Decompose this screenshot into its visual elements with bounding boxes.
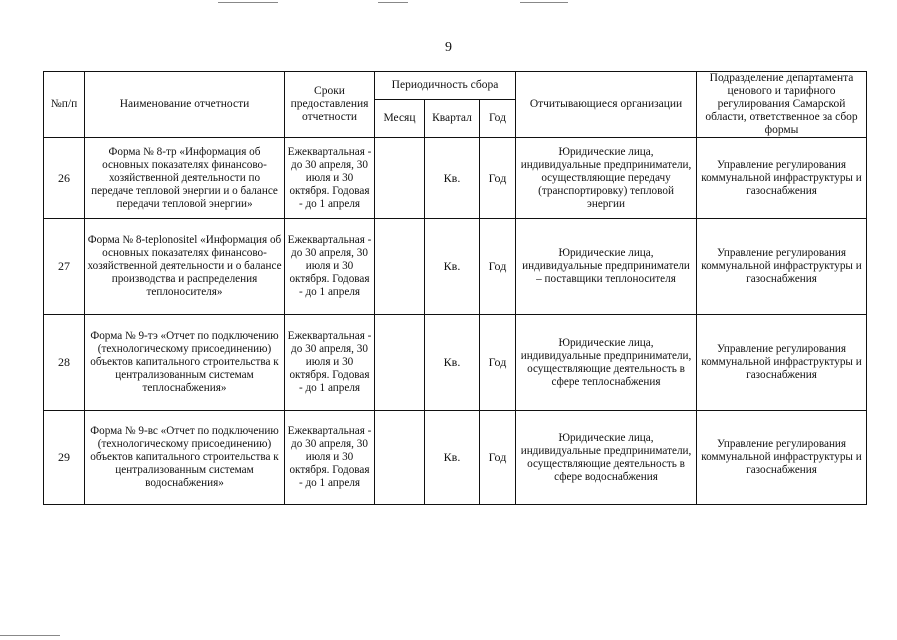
table-row (44, 315, 867, 411)
row-dept: Управление регулирования коммунальной инфраструктуры и газоснабжения (697, 219, 867, 315)
header-dept: Подразделение департамента ценового и тарифного регулирования Самарской области, ответственное за сбор формы (697, 72, 867, 138)
row-dept: Управление регулирования коммунальной инфраструктуры и газоснабжения (697, 411, 867, 505)
row-deadline: Ежеквартальная - до 30 апреля, 30 июля и 30 октября. Годовая - до 1 апреля (285, 411, 375, 505)
row-quarter: Кв. (425, 138, 480, 219)
row-name: Форма № 8-teplonositel «Информация об основных показателях финансово-хозяйственной деятельности и о балансе производства и распределения теплоносителя» (85, 219, 285, 315)
scan-artifact (0, 635, 60, 636)
row-orgs: Юридические лица, индивидуальные предприниматели – поставщики теплоносителя (516, 219, 697, 315)
row-name: Форма № 9-тэ «Отчет по подключению (технологическому присоединению) объектов капитального строительства к централизованным системам теплоснабжения» (85, 315, 285, 411)
row-deadline: Ежеквартальная - до 30 апреля, 30 июля и 30 октября. Годовая - до 1 апреля (285, 315, 375, 411)
row-quarter: Кв. (425, 219, 480, 315)
row-quarter: Кв. (425, 411, 480, 505)
row-deadline: Ежеквартальная - до 30 апреля, 30 июля и 30 октября. Годовая - до 1 апреля (285, 219, 375, 315)
scan-artifact (378, 2, 408, 3)
row-quarter: Кв. (425, 315, 480, 411)
row-dept: Управление регулирования коммунальной инфраструктуры и газоснабжения (697, 138, 867, 219)
row-year: Год (480, 411, 516, 505)
row-orgs: Юридические лица, индивидуальные предприниматели, осуществляющие деятельность в сфере водоснабжения (516, 411, 697, 505)
header-year: Год (480, 100, 516, 138)
table-row (44, 411, 867, 505)
row-year: Год (480, 219, 516, 315)
row-month (375, 219, 425, 315)
page-number: 9 (445, 40, 452, 55)
row-year: Год (480, 315, 516, 411)
header-periodicity: Периодичность сбора (375, 72, 516, 100)
row-num: 29 (44, 411, 85, 505)
row-month (375, 315, 425, 411)
scan-artifact (520, 2, 568, 3)
row-orgs: Юридические лица, индивидуальные предприниматели, осуществляющие деятельность в сфере теплоснабжения (516, 315, 697, 411)
row-deadline: Ежеквартальная - до 30 апреля, 30 июля и 30 октября. Годовая - до 1 апреля (285, 138, 375, 219)
header-name: Наименование отчетности (85, 72, 285, 138)
header-month: Месяц (375, 100, 425, 138)
report-table (43, 71, 867, 505)
scan-artifact (218, 2, 278, 3)
header-deadline: Сроки предоставления отчетности (285, 72, 375, 138)
row-num: 26 (44, 138, 85, 219)
table-row (44, 219, 867, 315)
row-name: Форма № 8-тр «Информация об основных показателях финансово-хозяйственной деятельности по передаче тепловой энергии и о балансе передачи тепловой энергии» (85, 138, 285, 219)
row-month (375, 411, 425, 505)
row-dept: Управление регулирования коммунальной инфраструктуры и газоснабжения (697, 315, 867, 411)
header-num: №п/п (44, 72, 85, 138)
table-row (44, 138, 867, 219)
header-quarter: Квартал (425, 100, 480, 138)
row-num: 28 (44, 315, 85, 411)
row-num: 27 (44, 219, 85, 315)
row-month (375, 138, 425, 219)
row-name: Форма № 9-вс «Отчет по подключению (технологическому присоединению) объектов капитального строительства к централизованным системам водоснабжения» (85, 411, 285, 505)
header-orgs: Отчитывающиеся организации (516, 72, 697, 138)
row-year: Год (480, 138, 516, 219)
row-orgs: Юридические лица, индивидуальные предприниматели, осуществляющие передачу (транспортировку) тепловой энергии (516, 138, 697, 219)
